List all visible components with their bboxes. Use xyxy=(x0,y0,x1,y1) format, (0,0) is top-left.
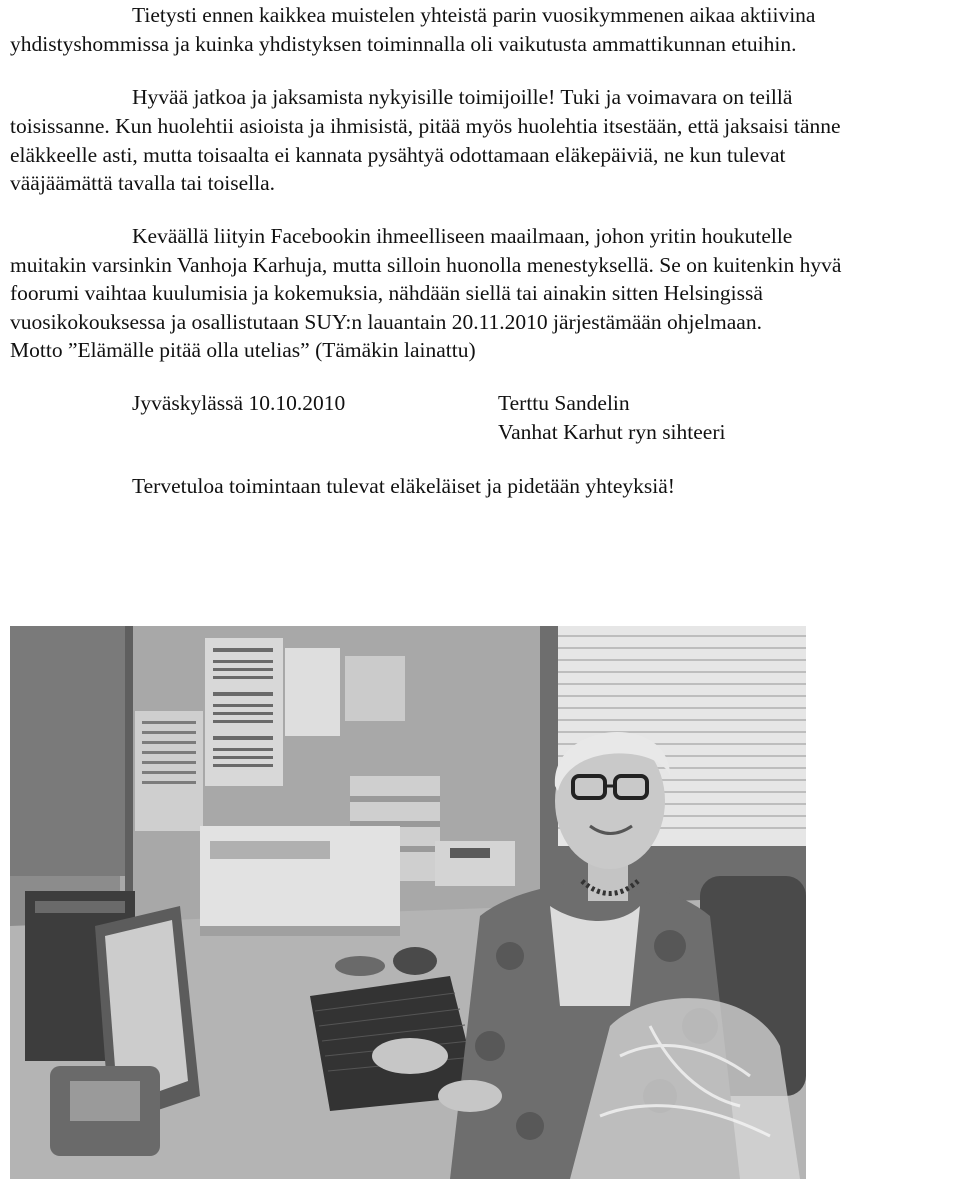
paragraph-3-line-5: Motto ”Elämälle pitää olla utelias” (Tämäkin lainattu) xyxy=(10,338,476,362)
paragraph-3-line-2: muitakin varsinkin Vanhoja Karhuja, mutta silloin huonolla menestyksellä. Se on kuitenkin hyvä xyxy=(10,253,842,277)
paragraph-2-line-4: vääjäämättä tavalla tai toisella. xyxy=(10,171,276,195)
paragraph-2-line-2: toisissanne. Kun huolehtii asioista ja ihmisistä, pitää myös huolehtia itsestään, että jaksaisi tänne xyxy=(10,114,841,138)
paragraph-3-line-3: foorumi vaihtaa kuulumisia ja kokemuksia, nähdään siellä tai ainakin sitten Helsingissä xyxy=(10,281,763,305)
signature-name: Terttu Sandelin xyxy=(498,391,630,415)
paragraph-1-line-2: yhdistyshommissa ja kuinka yhdistyksen toiminnalla oli vaikutusta ammattikunnan etuihin. xyxy=(10,32,797,56)
paragraph-2-line-3: eläkkeelle asti, mutta toisaalta ei kannata pysähtyä odottamaan eläkepäiviä, ne kun tulevat xyxy=(10,143,786,167)
closing-line: Tervetuloa toimintaan tulevat eläkeläiset ja pidetään yhteyksiä! xyxy=(132,474,675,498)
paragraph-2-line-1: Hyvää jatkoa ja jaksamista nykyisille toimijoille! Tuki ja voimavara on teillä xyxy=(132,85,793,109)
paragraph-3-line-1: Keväällä liityin Facebookin ihmeelliseen maailmaan, johon yritin houkutelle xyxy=(132,224,793,248)
paragraph-1-line-1: Tietysti ennen kaikkea muistelen yhteistä parin vuosikymmenen aikaa aktiivina xyxy=(132,3,816,27)
office-photo xyxy=(10,626,806,1179)
paragraph-3-line-4: vuosikokouksessa ja osallistutaan SUY:n lauantain 20.11.2010 järjestämään ohjelmaan. xyxy=(10,310,762,334)
signature-title: Vanhat Karhut ryn sihteeri xyxy=(498,420,726,444)
office-photo-illustration xyxy=(10,626,806,1179)
signature-place-date: Jyväskylässä 10.10.2010 xyxy=(132,391,346,415)
